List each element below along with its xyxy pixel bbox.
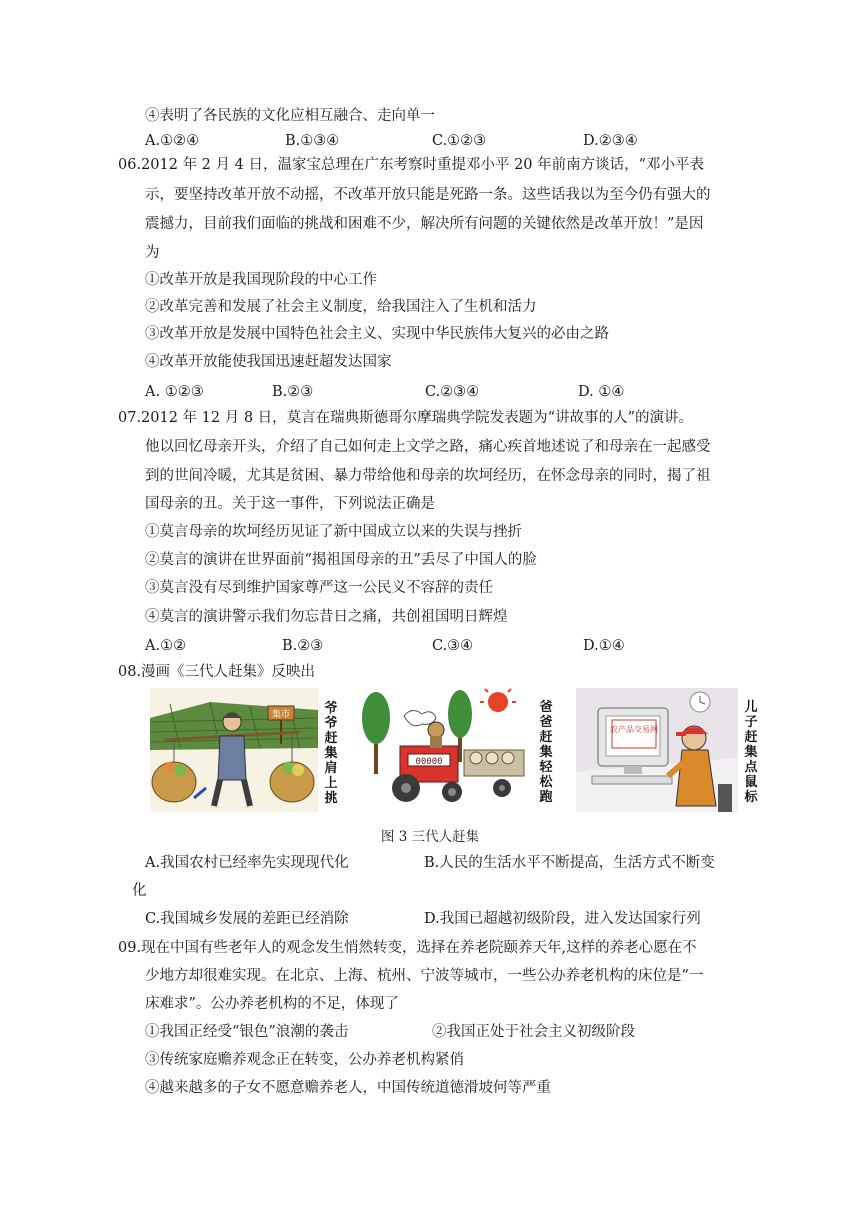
q05-option-d: D.②③④ bbox=[583, 133, 638, 149]
q07-item-2: ②莫言的演讲在世界面前“揭祖国母亲的丑”丢尽了中国人的脸 bbox=[145, 552, 537, 568]
q09-item-4: ④越来越多的子女不愿意赡养老人，中国传统道德滑坡何等严重 bbox=[145, 1080, 551, 1096]
comic-panel-father-label: 爸 爸 赶 集 轻 松 跑 bbox=[539, 700, 553, 805]
q09-item-2: ②我国正处于社会主义初级阶段 bbox=[432, 1024, 635, 1040]
figure-caption: 图 3 三代人赶集 bbox=[380, 829, 480, 845]
q07-stem-line-4: 国母亲的丑。关于这一事件，下列说法正确是 bbox=[145, 496, 435, 512]
q05-option-b: B.①③④ bbox=[285, 133, 340, 149]
comic-panel-grandpa-label: 爷 爷 赶 集 肩 上 挑 bbox=[324, 701, 338, 806]
q09-item-1: ①我国正经受“银色”浪潮的袭击 bbox=[145, 1024, 349, 1040]
q07-stem-line-3: 到的世间冷暖，尤其是贫困、暴力带给他和母亲的坎坷经历，在怀念母亲的同时，揭了祖 bbox=[145, 468, 711, 484]
q06-option-b: B.②③ bbox=[272, 384, 314, 400]
q06-stem-line-1: 06.2012 年 2 月 4 日，温家宝总理在广东考察时重提邓小平 20 年前南方谈话，“邓小平表 bbox=[118, 157, 705, 173]
q09-item-3: ③传统家庭赡养观念正在转变，公办养老机构紧俏 bbox=[145, 1052, 464, 1068]
q06-stem-line-2: 示，要坚持改革开放不动摇，不改革开放只能是死路一条。这些话我以为至今仍有强大的 bbox=[145, 187, 711, 203]
q07-item-1: ①莫言母亲的坎坷经历见证了新中国成立以来的失误与挫折 bbox=[145, 524, 522, 540]
comic-panel-son bbox=[576, 688, 738, 812]
q07-item-4: ④莫言的演讲警示我们勿忘昔日之痛，共创祖国明日辉煌 bbox=[145, 609, 508, 625]
q08-option-a: A.我国农村已经率先实现现代化 bbox=[145, 855, 349, 871]
q07-option-a: A.①② bbox=[145, 638, 187, 654]
q07-option-b: B.②③ bbox=[282, 638, 324, 654]
q06-item-2: ②改革完善和发展了社会主义制度，给我国注入了生机和活力 bbox=[145, 299, 537, 315]
q06-item-4: ④改革开放能使我国迅速赶超发达国家 bbox=[145, 354, 392, 370]
q08-option-b: B.人民的生活水平不断提高，生活方式不断变 bbox=[424, 855, 715, 871]
q09-stem-line-1: 09.现在中国有些老年人的观念发生悄然转变，选择在养老院颐养天年,这样的养老心愿在不 bbox=[118, 940, 697, 956]
q07-stem-line-2: 他以回忆母亲开头，介绍了自己如何走上文学之路，痛心疾首地述说了和母亲在一起感受 bbox=[145, 439, 711, 455]
q05-option-a: A.①②④ bbox=[145, 133, 200, 149]
q07-option-c: C.③④ bbox=[432, 638, 474, 654]
q06-stem-line-4: 为 bbox=[145, 245, 160, 261]
comic-panel-father bbox=[360, 688, 532, 812]
q06-item-3: ③改革开放是发展中国特色社会主义、实现中华民族伟大复兴的必由之路 bbox=[145, 326, 609, 342]
q07-item-3: ③莫言没有尽到维护国家尊严这一公民义不容辞的责任 bbox=[145, 580, 493, 596]
q06-stem-line-3: 震撼力，目前我们面临的挑战和困难不少，解决所有问题的关键依然是改革开放！”是因 bbox=[145, 216, 704, 232]
q08-option-b-continued: 化 bbox=[132, 883, 147, 899]
comic-panel-son-label: 儿 子 赶 集 点 鼠 标 bbox=[744, 700, 758, 805]
q09-stem-line-3: 床难求”。公办养老机构的不足，体现了 bbox=[145, 996, 399, 1012]
q07-stem-line-1: 07.2012 年 12 月 8 日，莫言在瑞典斯德哥尔摩瑞典学院发表题为“讲故事的人”的演讲。 bbox=[118, 410, 694, 426]
tractor-plate-text: 00000 bbox=[415, 757, 443, 767]
market-sign-text: 集市 bbox=[271, 710, 291, 720]
q08-option-c: C.我国城乡发展的差距已经消除 bbox=[145, 911, 349, 927]
screen-text: 农产品交易网 bbox=[610, 725, 658, 734]
q06-option-d: D. ①④ bbox=[578, 384, 625, 400]
q05-item-4: ④表明了各民族的文化应相互融合、走向单一 bbox=[145, 108, 435, 124]
q08-stem: 08.漫画《三代人赶集》反映出 bbox=[118, 664, 316, 680]
q06-item-1: ①改革开放是我国现阶段的中心工作 bbox=[145, 272, 377, 288]
q06-option-c: C.②③④ bbox=[425, 384, 480, 400]
comic-panel-grandpa bbox=[150, 688, 318, 812]
q08-option-d: D.我国已超越初级阶段，进入发达国家行列 bbox=[424, 911, 701, 927]
q07-option-d: D.①④ bbox=[583, 638, 625, 654]
q06-option-a: A. ①②③ bbox=[145, 384, 204, 400]
q09-stem-line-2: 少地方却很难实现。在北京、上海、杭州、宁波等城市，一些公办养老机构的床位是“一 bbox=[145, 968, 704, 984]
q05-option-c: C.①②③ bbox=[432, 133, 487, 149]
